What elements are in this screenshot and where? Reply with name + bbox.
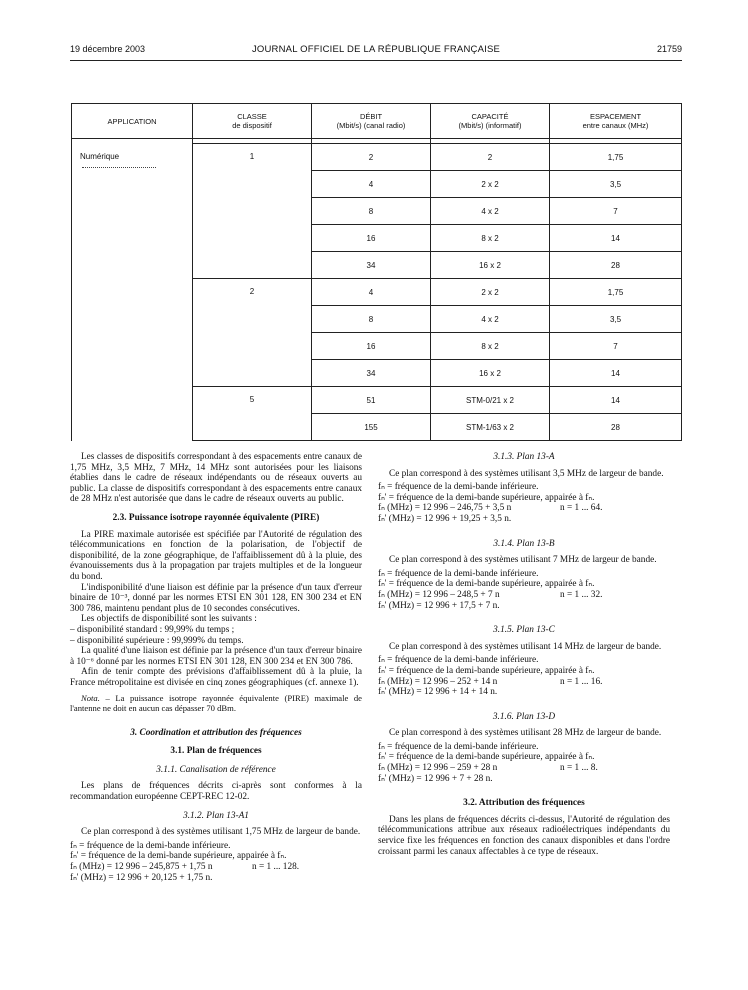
col-capacite: CAPACITÉ (Mbit/s) (informatif): [431, 104, 550, 139]
paragraph: Les plans de fréquences décrits ci-après sont conformes à la recommandation européenne CEPT-REC 12-02.: [70, 781, 362, 803]
cell-debit: 2: [312, 144, 431, 171]
cell-espacement: 7: [550, 333, 682, 360]
col-classe: CLASSE de dispositif: [193, 104, 312, 139]
cell-capacite: 8 x 2: [431, 225, 550, 252]
equation: fₙ (MHz) = 12 996 – 248,5 + 7 n n = 1 ... 32.: [378, 589, 603, 600]
table-header-row: [72, 104, 682, 139]
cell-espacement: 14: [550, 225, 682, 252]
page-header: [70, 44, 682, 58]
cell-debit: 8: [312, 198, 431, 225]
cell-capacite: 2 x 2: [431, 279, 550, 306]
cell-debit: 51: [312, 387, 431, 414]
note: Nota. – La puissance isotrope rayonnée équivalente (PIRE) maximale de l'antenne ne doit en aucun cas dépasser 70 dBm.: [70, 693, 362, 714]
equation: fₙ = fréquence de la demi-bande inférieure.: [378, 568, 539, 579]
cell-espacement: 14: [550, 387, 682, 414]
subsection-heading: 3.1.1. Canalisation de référence: [156, 764, 276, 775]
paragraph: Afin de tenir compte des prévisions d'affaiblissement dû à la pluie, la France métropolitaine est divisée en cinq zones géographiques (cf. annexe 1).: [70, 667, 362, 688]
cell-espacement: 7: [550, 198, 682, 225]
equation: fₙ' (MHz) = 12 996 + 7 + 28 n.: [378, 773, 493, 784]
equation: fₙ (MHz) = 12 996 – 252 + 14 n n = 1 ... 16.: [378, 676, 603, 687]
section-heading: 3. Coordination et attribution des fréquences: [130, 727, 302, 738]
frequency-table: [71, 103, 682, 441]
equation: fₙ (MHz) = 12 996 – 245,875 + 1,75 n n = 1 ... 128.: [70, 862, 300, 872]
cell-espacement: 14: [550, 360, 682, 387]
cell-debit: 16: [312, 225, 431, 252]
paragraph: Ce plan correspond à des systèmes utilisant 1,75 MHz de largeur de bande.: [81, 827, 361, 838]
subsection-heading: 3.1.5. Plan 13-C: [493, 625, 555, 636]
paragraph: Ce plan correspond à des systèmes utilisant 28 MHz de largeur de bande.: [389, 728, 662, 739]
cell-debit: 4: [312, 171, 431, 198]
cell-application: Numérique: [72, 144, 193, 441]
equation: fₙ = fréquence de la demi-bande inférieure.: [378, 741, 539, 752]
paragraph: L'indisponibilité d'une liaison est définie par la présence d'un taux d'erreur binaire de 10⁻³, donné par les normes ETSI EN 301 128, EN 300 234 et EN 300 786, maintenu pendant plus de 10 secondes consécutives.: [70, 582, 362, 614]
paragraph: Ce plan correspond à des systèmes utilisant 3,5 MHz de largeur de bande.: [389, 468, 664, 479]
cell-classe: 2: [193, 279, 312, 387]
equation: fₙ = fréquence de la demi-bande inférieure.: [378, 655, 539, 666]
left-column: [70, 452, 362, 883]
right-column: [378, 452, 670, 857]
table-row: [72, 144, 682, 171]
col-application: APPLICATION: [72, 104, 193, 139]
col-espacement: ESPACEMENT entre canaux (MHz): [550, 104, 682, 139]
equation: fₙ' = fréquence de la demi-bande supérieure, appairée à fₙ.: [378, 492, 595, 503]
paragraph: Les objectifs de disponibilité sont les suivants :: [81, 614, 257, 625]
equation: fₙ (MHz) = 12 996 – 246,75 + 3,5 n n = 1 ... 64.: [378, 503, 603, 514]
header-title: JOURNAL OFFICIEL DE LA RÉPUBLIQUE FRANÇAISE: [251, 44, 501, 55]
list-item: – disponibilité supérieure : 99,999% du temps.: [70, 635, 244, 646]
cell-capacite: 2 x 2: [431, 171, 550, 198]
cell-capacite: STM-0/21 x 2: [431, 387, 550, 414]
equation: fₙ = fréquence de la demi-bande inférieure.: [378, 482, 539, 493]
cell-capacite: 8 x 2: [431, 333, 550, 360]
header-date: 19 décembre 2003: [70, 44, 146, 54]
header-rule: [70, 60, 682, 61]
cell-debit: 155: [312, 414, 431, 441]
equation: fₙ' = fréquence de la demi-bande supérieure, appairée à fₙ.: [378, 579, 595, 590]
paragraph: Ce plan correspond à des systèmes utilisant 14 MHz de largeur de bande.: [389, 641, 662, 652]
cell-classe: 5: [193, 387, 312, 441]
equation: fₙ' (MHz) = 12 996 + 19,25 + 3,5 n.: [378, 513, 512, 524]
cell-debit: 34: [312, 360, 431, 387]
subsection-heading: 3.1.6. Plan 13-D: [492, 711, 556, 722]
equation: fₙ = fréquence de la demi-bande inférieure.: [70, 840, 231, 851]
cell-debit: 16: [312, 333, 431, 360]
equation: fₙ (MHz) = 12 996 – 259 + 28 n n = 1 ... 8.: [378, 763, 598, 774]
cell-espacement: 1,75: [550, 279, 682, 306]
equation: fₙ' = fréquence de la demi-bande supérieure, appairée à fₙ.: [378, 665, 595, 676]
cell-capacite: 16 x 2: [431, 252, 550, 279]
header-page-number: 21759: [656, 44, 682, 54]
equation: fₙ' (MHz) = 12 996 + 20,125 + 1,75 n.: [70, 872, 213, 883]
section-heading: 3.1. Plan de fréquences: [170, 746, 262, 757]
paragraph: La PIRE maximale autorisée est spécifiée par l'Autorité de régulation des télécommunications en fonction de la polarisation, de l'objectif de disponibilité, de la zone géographique, de l'affaiblissement dû à la pluie, des évanouissements dus à la propagation par trajets multiples et de la longueur du bond.: [70, 529, 362, 582]
cell-capacite: 16 x 2: [431, 360, 550, 387]
cell-classe: 1: [193, 144, 312, 279]
cell-capacite: STM-1/63 x 2: [431, 414, 550, 441]
cell-espacement: 3,5: [550, 171, 682, 198]
equation: fₙ' = fréquence de la demi-bande supérieure, appairée à fₙ.: [378, 752, 595, 763]
cell-debit: 4: [312, 279, 431, 306]
cell-debit: 34: [312, 252, 431, 279]
cell-espacement: 28: [550, 252, 682, 279]
cell-capacite: 4 x 2: [431, 306, 550, 333]
list-item: – disponibilité standard : 99,99% du temps ;: [70, 624, 235, 635]
cell-debit: 8: [312, 306, 431, 333]
cell-espacement: 1,75: [550, 144, 682, 171]
equation: fₙ' = fréquence de la demi-bande supérieure, appairée à fₙ.: [70, 851, 287, 862]
paragraph: Ce plan correspond à des systèmes utilisant 7 MHz de largeur de bande.: [389, 555, 657, 566]
cell-capacite: 4 x 2: [431, 198, 550, 225]
subsection-heading: 3.1.2. Plan 13-A1: [183, 810, 249, 821]
cell-espacement: 28: [550, 414, 682, 441]
paragraph: Les classes de dispositifs correspondant à des espacements entre canaux de 1,75 MHz, 3,5 MHz, 7 MHz, 14 MHz sont autorisées pour les liaisons établies dans le cadre de réseaux indépendants ou de réseaux ouverts au public. La classe de dispositifs correspondant à des espacements entre canaux de 28 MHz n'est autorisée que dans le cadre de réseaux ouverts au public.: [70, 452, 362, 505]
paragraph: Dans les plans de fréquences décrits ci-dessus, l'Autorité de régulation des télécommunications attribue aux réseaux radioélectriques indépendants du service fixe les fréquences en fonction des canaux disponibles et dans l'ordre croissant parmi les canaux affectables à ce type de réseaux.: [378, 814, 670, 857]
section-heading: 3.2. Attribution des fréquences: [463, 798, 585, 809]
subsection-heading: 3.1.4. Plan 13-B: [493, 538, 555, 549]
cell-capacite: 2: [431, 144, 550, 171]
paragraph: La qualité d'une liaison est définie par la présence d'un taux d'erreur binaire à 10⁻⁶ donné par les normes ETSI EN 301 128, EN 300 234 et EN 300 786.: [70, 646, 362, 667]
col-debit: DÉBIT (Mbit/s) (canal radio): [312, 104, 431, 139]
equation: fₙ' (MHz) = 12 996 + 17,5 + 7 n.: [378, 600, 500, 611]
cell-espacement: 3,5: [550, 306, 682, 333]
subsection-heading: 3.1.3. Plan 13-A: [493, 452, 555, 462]
equation: fₙ' (MHz) = 12 996 + 14 + 14 n.: [378, 687, 498, 698]
section-heading: 2.3. Puissance isotrope rayonnée équivalente (PIRE): [112, 512, 320, 523]
